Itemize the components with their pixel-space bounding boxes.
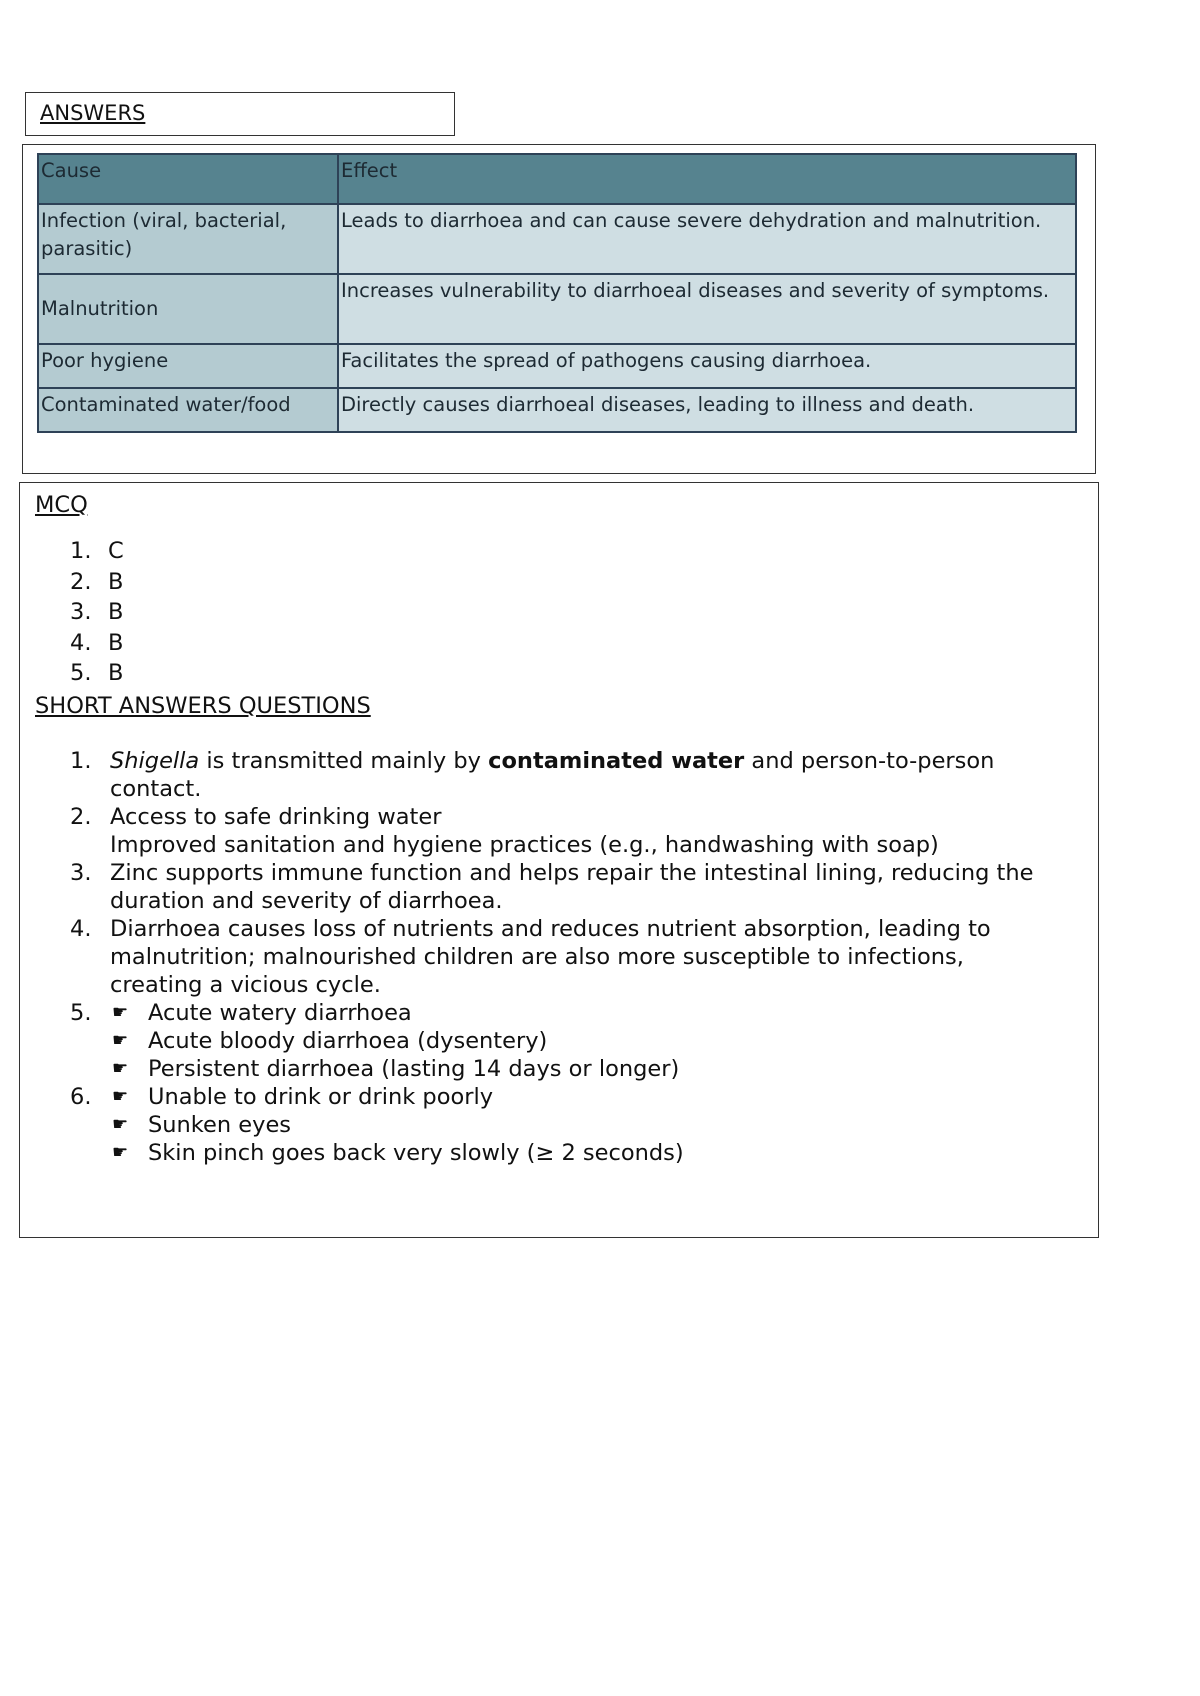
list-item: [20, 915, 1090, 999]
item-number: 2.: [70, 804, 92, 830]
cause-effect-table: [37, 153, 1077, 433]
pointing-hand-icon: ☛: [112, 1142, 129, 1163]
cause-effect-table-frame: [22, 144, 1096, 474]
pointing-hand-icon: ☛: [112, 1030, 129, 1051]
bullet-text: Sunken eyes: [148, 1112, 292, 1138]
bullet-text: Skin pinch goes back very slowly (≥ 2 seconds): [148, 1140, 684, 1166]
header-effect: Effect: [338, 154, 1076, 204]
mcq-answer: B: [108, 568, 124, 595]
list-item: [20, 999, 1090, 1083]
bullet-text: Acute bloody diarrhoea (dysentery): [148, 1028, 548, 1054]
emphasis-text: contaminated water: [488, 748, 745, 774]
list-item: [20, 567, 124, 598]
pointing-hand-icon: ☛: [112, 1086, 129, 1107]
bullet-item: [110, 1139, 1090, 1167]
table-cell-effect: Facilitates the spread of pathogens causing diarrhoea.: [338, 344, 1076, 388]
item-number: 3.: [70, 860, 92, 886]
list-item: [20, 1083, 1090, 1167]
table-row: [38, 274, 1076, 344]
mcq-heading: MCQ: [35, 492, 88, 518]
item-number: 1.: [70, 538, 92, 564]
answer-text: Improved sanitation and hygiene practices (e.g., handwashing with soap): [110, 832, 939, 858]
mcq-answer: C: [108, 538, 124, 564]
list-item: [20, 628, 124, 659]
header-cause: Cause: [38, 154, 338, 204]
pointing-hand-icon: ☛: [112, 1002, 129, 1023]
item-number: 2.: [70, 568, 92, 595]
answer-text: Diarrhoea causes loss of nutrients and reduces nutrient absorption, leading to malnutrition; malnourished children are also more susceptible to infections, creating a vicious cycle.: [110, 916, 991, 998]
list-item: [20, 658, 124, 689]
bullet-item: [110, 1055, 1090, 1083]
table-cell-effect: Leads to diarrhoea and can cause severe dehydration and malnutrition.: [338, 204, 1076, 274]
item-number: 4.: [70, 629, 92, 656]
table-cell-cause: Contaminated water/food: [38, 388, 338, 432]
bullet-item: [110, 1111, 1090, 1139]
item-number: 3.: [70, 599, 92, 626]
item-number: 1.: [70, 748, 92, 774]
table-cell-effect: Directly causes diarrhoeal diseases, leading to illness and death.: [338, 388, 1076, 432]
list-item: [20, 536, 124, 567]
table-cell-effect: Increases vulnerability to diarrhoeal diseases and severity of symptoms.: [338, 274, 1076, 344]
answer-text: is transmitted mainly by: [199, 748, 489, 774]
answer-text: Zinc supports immune function and helps repair the intestinal lining, reducing the duration and severity of diarrhoea.: [110, 860, 1034, 914]
table-row: [38, 204, 1076, 274]
bullet-item: [110, 1027, 1090, 1055]
answers-heading-box: [25, 92, 455, 136]
list-item: [20, 597, 124, 628]
table-row: [38, 388, 1076, 432]
bullet-item: [110, 999, 1090, 1027]
answer-text: and person-to-person contact.: [110, 748, 995, 802]
short-answers-heading: SHORT ANSWERS QUESTIONS: [35, 693, 371, 719]
table-header-row: [38, 154, 1076, 204]
mcq-answer-list: [20, 536, 124, 689]
bullet-item: [110, 1083, 1090, 1111]
list-item: [20, 747, 1090, 803]
short-answer-list: [20, 747, 1090, 1167]
mcq-answer: B: [108, 660, 124, 687]
mcq-answer: B: [108, 599, 124, 626]
bullet-text: Acute watery diarrhoea: [148, 1000, 412, 1026]
table-cell-cause: Poor hygiene: [38, 344, 338, 388]
table-cell-cause: Malnutrition: [38, 274, 338, 344]
list-item: [20, 859, 1090, 915]
pointing-hand-icon: ☛: [112, 1058, 129, 1079]
mcq-answer: B: [108, 629, 124, 656]
bullet-text: Unable to drink or drink poorly: [148, 1084, 494, 1110]
table-row: [38, 344, 1076, 388]
item-number: 5.: [70, 660, 92, 687]
answers-heading: ANSWERS: [40, 101, 146, 125]
bullet-text: Persistent diarrhoea (lasting 14 days or longer): [148, 1056, 680, 1082]
answers-frame: [19, 482, 1099, 1238]
item-number: 6.: [70, 1084, 92, 1110]
item-number: 4.: [70, 916, 92, 942]
item-number: 5.: [70, 1000, 92, 1026]
answer-text: Access to safe drinking water: [110, 804, 442, 830]
list-item: [20, 803, 1090, 859]
table-cell-cause: Infection (viral, bacterial, parasitic): [38, 204, 338, 274]
organism-name: Shigella: [110, 748, 200, 774]
pointing-hand-icon: ☛: [112, 1114, 129, 1135]
